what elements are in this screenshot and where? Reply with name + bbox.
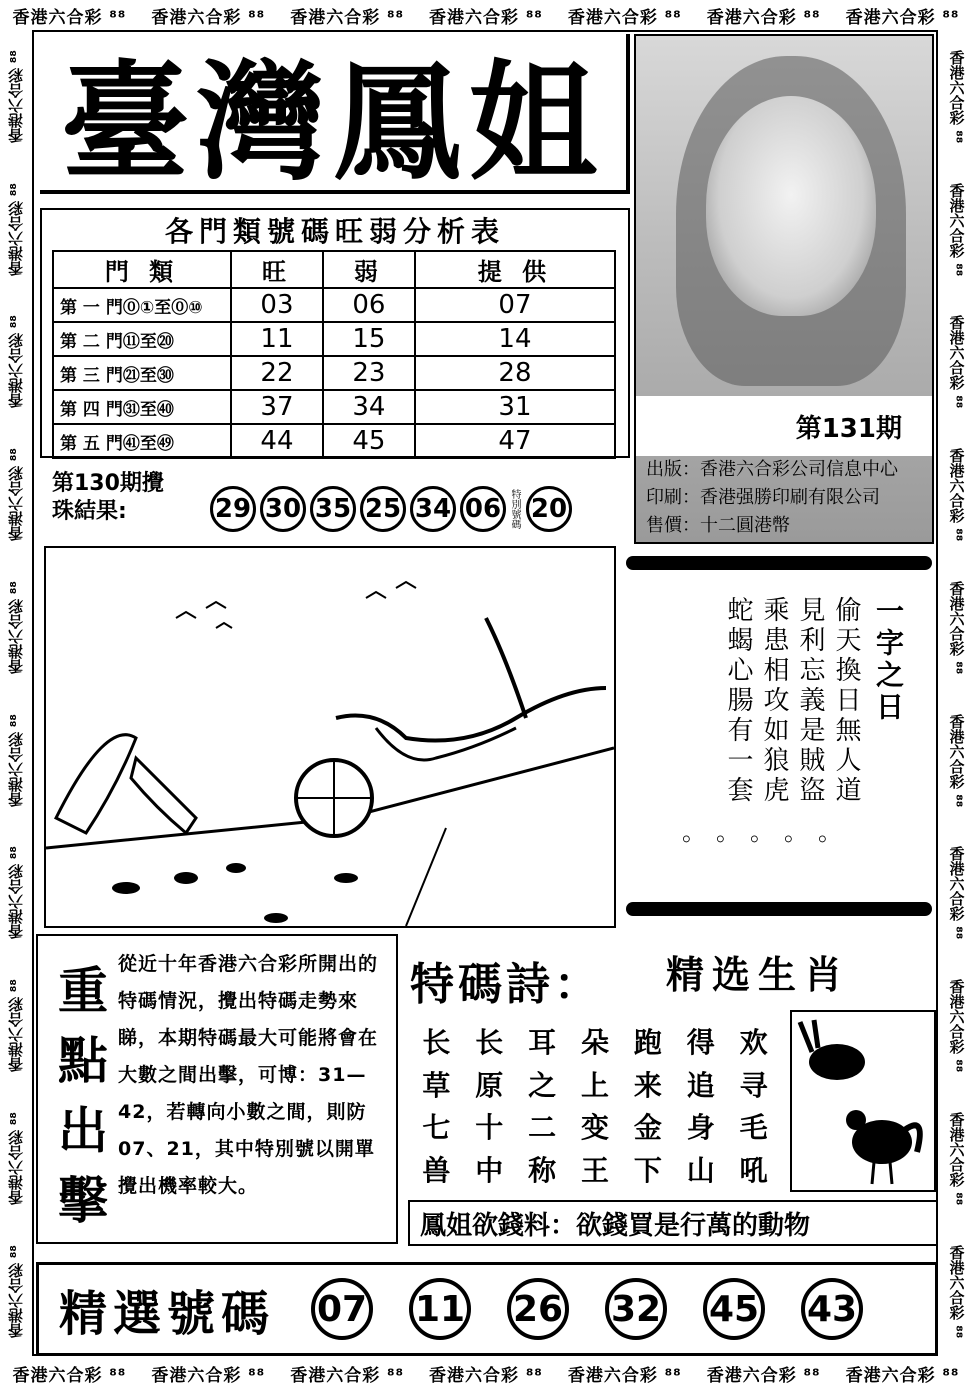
poem-char: 上 (580, 1068, 609, 1102)
scroll-top-bar (626, 556, 932, 570)
strong-cell: 44 (231, 424, 323, 458)
header-strong: 旺 (231, 251, 323, 288)
photo-panel (634, 34, 934, 544)
poem-char: 称 (528, 1153, 557, 1187)
publisher-line: 出版：香港六合彩公司信息中心 (646, 459, 898, 480)
special-ball: 20 (526, 486, 572, 532)
top-border: 香港六合彩 ⁸⁸ 香港六合彩 ⁸⁸ 香港六合彩 ⁸⁸ 香港六合彩 ⁸⁸ 香港六合彩 ⁸⁸ 香港六合彩 ⁸⁸ 香港六合彩 ⁸⁸ (12, 7, 960, 28)
door-cell: 第 四 門㉛至㊵ (53, 390, 231, 424)
result-label-line1: 第130期攪 (52, 471, 164, 496)
weak-cell: 06 (323, 288, 415, 322)
poem-head: 一字之日 (872, 596, 905, 724)
bottom-border: 香港六合彩 ⁸⁸ 香港六合彩 ⁸⁸ 香港六合彩 ⁸⁸ 香港六合彩 ⁸⁸ 香港六合彩 ⁸⁸ 香港六合彩 ⁸⁸ 香港六合彩 ⁸⁸ (12, 1365, 960, 1386)
poem-char: 原 (475, 1068, 504, 1102)
provide-cell: 28 (415, 356, 615, 390)
poem-char: 草 (422, 1068, 451, 1102)
price-line: 售價：十二圓港幣 (646, 515, 790, 536)
page-title: 臺灣鳳姐 (40, 34, 630, 194)
poem-char: 长 (475, 1026, 504, 1060)
illustration-drawing (46, 548, 614, 926)
result-ball: 30 (260, 486, 306, 532)
selected-number: 26 (507, 1278, 569, 1340)
weak-cell: 45 (323, 424, 415, 458)
poem-char: 寻 (739, 1068, 768, 1102)
door-cell: 第 二 門⑪至⑳ (53, 322, 231, 356)
special-poem-grid (410, 1020, 780, 1190)
provide-cell: 14 (415, 322, 615, 356)
draw-result-balls (210, 484, 630, 534)
poem-line: 蛇蝎心腸有一套 (723, 596, 753, 806)
table-row (53, 390, 615, 424)
selected-number: 45 (703, 1278, 765, 1340)
poem-line: 見利忘義是賊盜 (795, 596, 825, 806)
zodiac-animals-box (790, 1010, 936, 1192)
poem-char: 七 (422, 1111, 451, 1145)
poem-char: 金 (633, 1111, 662, 1145)
analysis-table-box (40, 208, 630, 458)
poem-char: 兽 (422, 1153, 451, 1187)
tip-title-char: 重 (58, 961, 108, 1020)
gecko-illustration (44, 546, 616, 928)
poem-columns (666, 596, 906, 896)
poem-char: 毛 (739, 1111, 768, 1145)
printer-line: 印刷：香港强勝印刷有限公司 (646, 487, 880, 508)
result-ball: 29 (210, 486, 256, 532)
rabbit-icon (809, 1044, 865, 1080)
poem-char: 之 (528, 1068, 557, 1102)
draw-result-label (52, 470, 202, 526)
table-row (53, 356, 615, 390)
strong-cell: 22 (231, 356, 323, 390)
poem-char: 变 (580, 1111, 609, 1145)
weak-cell: 15 (323, 322, 415, 356)
table-row (53, 322, 615, 356)
result-ball: 34 (410, 486, 456, 532)
door-cell: 第 一 門⓪①至⓪⑩ (53, 288, 231, 322)
provide-cell: 07 (415, 288, 615, 322)
special-number-label: 特別號碼 (509, 489, 520, 529)
provide-cell: 31 (415, 390, 615, 424)
tip-text: 從近十年香港六合彩所開出的特碼情況，攪出特碼走勢來睇，本期特碼最大可能將會在大數之間出擊，可博：31—42，若轉向小數之間，則防 07、21，其中特別號以開單攪出機率較大。 (118, 953, 379, 1197)
poem-char: 十 (475, 1111, 504, 1145)
poem-dots: 。。。。。 (682, 818, 864, 846)
poem-char: 长 (422, 1026, 451, 1060)
header-door: 門 類 (53, 251, 231, 288)
analysis-table (52, 250, 616, 459)
poem-char: 下 (633, 1153, 662, 1187)
poem-char: 朵 (580, 1026, 609, 1060)
money-hint: 鳳姐欲錢料：欲錢買是行萬的動物 (408, 1200, 938, 1246)
weak-cell: 34 (323, 390, 415, 424)
selected-numbers-box (36, 1262, 938, 1356)
door-cell: 第 三 門㉑至㉚ (53, 356, 231, 390)
key-tip-box (36, 934, 398, 1244)
poem-char: 欢 (739, 1026, 768, 1060)
header-provide: 提 供 (415, 251, 615, 288)
left-border: 香港六合彩 ⁸⁸ 香港六合彩 ⁸⁸ 香港六合彩 ⁸⁸ 香港六合彩 ⁸⁸ 香港六合彩 ⁸⁸ 香港六合彩 ⁸⁸ 香港六合彩 ⁸⁸ 香港六合彩 ⁸⁸ 香港六合彩 ⁸⁸ 香港六合彩 ⁸⁸ (6, 49, 25, 1339)
weak-cell: 23 (323, 356, 415, 390)
poem-char: 跑 (633, 1026, 662, 1060)
poem-char: 身 (686, 1111, 715, 1145)
poem-char: 得 (686, 1026, 715, 1060)
tip-title-char: 出 (58, 1101, 108, 1160)
poem-char: 王 (580, 1153, 609, 1187)
poem-char: 二 (528, 1111, 557, 1145)
provide-cell: 47 (415, 424, 615, 458)
poem-char: 追 (686, 1068, 715, 1102)
tip-title-char: 點 (58, 1031, 108, 1090)
special-poem-title: 特碼詩： (410, 959, 602, 1010)
door-cell: 第 五 門㊶至㊾ (53, 424, 231, 458)
tip-title (48, 956, 118, 1236)
scroll-bottom-bar (626, 902, 932, 916)
table-row (53, 288, 615, 322)
analysis-title: 各門類號碼旺弱分析表 (164, 215, 505, 248)
idiom-poem-box (626, 556, 932, 922)
poem-char: 吼 (739, 1153, 768, 1187)
zodiac-title: 精选生肖 (666, 952, 851, 997)
result-ball: 06 (460, 486, 506, 532)
portrait-photo (706, 96, 876, 316)
right-border: 香港六合彩 ⁸⁸ 香港六合彩 ⁸⁸ 香港六合彩 ⁸⁸ 香港六合彩 ⁸⁸ 香港六合彩 ⁸⁸ 香港六合彩 ⁸⁸ 香港六合彩 ⁸⁸ 香港六合彩 ⁸⁸ 香港六合彩 ⁸⁸ 香港六合彩 ⁸⁸ (947, 49, 966, 1339)
poem-char: 中 (475, 1153, 504, 1187)
strong-cell: 37 (231, 390, 323, 424)
selected-number: 43 (801, 1278, 863, 1340)
strong-cell: 03 (231, 288, 323, 322)
poem-char: 耳 (528, 1026, 557, 1060)
poem-line: 乘患相攻如狼虎 (759, 596, 789, 806)
tip-title-char: 擊 (58, 1171, 108, 1230)
selected-number: 07 (311, 1278, 373, 1340)
strong-cell: 11 (231, 322, 323, 356)
result-ball: 35 (310, 486, 356, 532)
poem-line: 偷天換日無人道 (831, 596, 861, 806)
result-ball: 25 (360, 486, 406, 532)
selected-number: 32 (605, 1278, 667, 1340)
result-label-line2: 珠結果: (52, 499, 127, 524)
table-row (53, 424, 615, 458)
selected-number: 11 (409, 1278, 471, 1340)
poem-char: 山 (686, 1153, 715, 1187)
rabbit-rooster-drawing (792, 1012, 934, 1190)
selected-numbers-label: 精選號碼 (59, 1285, 276, 1342)
poem-char: 来 (633, 1068, 662, 1102)
publisher-info (646, 456, 930, 540)
header-weak: 弱 (323, 251, 415, 288)
issue-number: 第131期 (636, 396, 932, 456)
